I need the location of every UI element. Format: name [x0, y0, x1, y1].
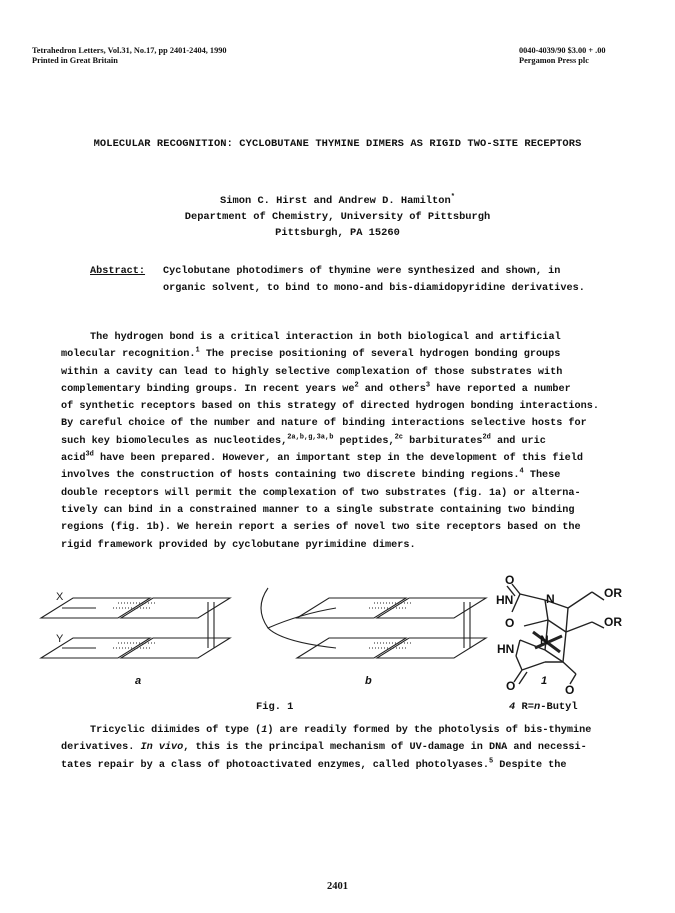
text-line: By careful choice of the number and nature of binding interactions selective hosts for	[61, 418, 587, 430]
label-x: X	[56, 591, 64, 603]
compound-number: 4	[509, 701, 516, 713]
label-y: Y	[56, 633, 64, 645]
text-line: double receptors will permit the complexation of two substrates (fig. 1a) or alterna-	[61, 487, 581, 499]
chem-or-top: OR	[604, 586, 622, 600]
figure-label-1: 1	[541, 675, 548, 687]
publisher-line: Pergamon Press plc	[519, 56, 589, 65]
journal-citation	[32, 46, 227, 66]
department: Department of Chemistry, University of Pittsburgh	[184, 211, 491, 223]
chem-o-mid: O	[505, 616, 515, 630]
page-number: 2401	[327, 881, 348, 892]
chem-o-right: O	[565, 683, 575, 697]
text-line: molecular recognition.$^1$ The precise positioning of several hydrogen bonding groups	[61, 346, 561, 361]
abstract-line-2: organic solvent, to bind to mono-and bis-diamidopyridine derivatives.	[163, 282, 585, 294]
chem-hn-top: HN	[496, 593, 514, 607]
compound-definition: 4 R=n-Butyl	[509, 701, 578, 713]
city: Pittsburgh, PA 15260	[275, 227, 400, 239]
text-line: within a cavity can lead to highly selective complexation of those substrates with	[61, 366, 563, 378]
printed-line: Printed in Great Britain	[32, 56, 118, 65]
publisher-info	[519, 46, 606, 66]
author-block	[0, 193, 675, 241]
author-names: Simon C. Hirst and Andrew D. Hamilton*	[220, 193, 455, 207]
paragraph-intro	[61, 329, 599, 554]
chem-o-top: O	[505, 573, 515, 587]
text-line: tively can bind in a constrained manner to a single substrate containing two binding	[61, 504, 575, 516]
chem-n-bottom: N	[540, 633, 549, 647]
paragraph-dimers	[61, 722, 591, 774]
text-line: rigid framework provided by cyclobutane pyrimidine dimers.	[61, 539, 416, 551]
text-line: complementary binding groups. In recent years $we^2$ and others$^3$ have reported a number	[61, 381, 571, 395]
corresponding-star: *	[450, 193, 455, 202]
text-line: tates repair by a class of photoactivated enzymes, called photolyases.$^5$ Despite the	[61, 757, 567, 771]
code-line: 0040-4039/90 $3.00 + .00	[519, 46, 606, 55]
chem-or-bottom: OR	[604, 615, 622, 629]
abstract-label: Abstract:	[90, 266, 146, 277]
chem-n-top: N	[546, 592, 555, 606]
abstract-line-1: Cyclobutane photodimers of thymine were synthesized and shown, in	[163, 266, 561, 277]
text-line: acid$^{3d}$ have been prepared. However, an important step in the development of this field	[61, 450, 583, 465]
figure-caption: Fig. 1	[256, 701, 294, 713]
paper-title: MOLECULAR RECOGNITION: CYCLOBUTANE THYMINE DIMERS AS RIGID TWO-SITE RECEPTORS	[93, 138, 582, 150]
figure-label-b: b	[365, 675, 372, 687]
figure-label-a: a	[135, 675, 142, 687]
chem-hn-bottom: HN	[497, 642, 515, 656]
text-line: derivatives. In vivo, this is the principal mechanism of UV-damage in DNA and necessi-	[61, 742, 587, 754]
thymine-dimer-structure	[507, 584, 604, 684]
text-line: involves the construction of hosts containing two discrete binding regions.$^4$ These	[61, 467, 561, 482]
journal-line: Tetrahedron Letters, Vol.31, No.17, pp 2401-2404, 1990	[32, 46, 227, 55]
text-line: such key biomolecules as nucleotides,$^{2a,b,g,3a,b}$ peptides,$^{2c}$ barbiturates$^{2d}$ and uric	[61, 433, 546, 447]
text-line: of synthetic receptors based on this strategy of directed hydrogen bonding interactions.	[61, 401, 599, 413]
chem-o-bottom: O	[506, 679, 516, 693]
abstract-text	[163, 264, 585, 297]
text-line: regions (fig. 1b). We herein report a series of novel two site receptors based on the	[61, 522, 581, 534]
text-line: The hydrogen bond is a critical interaction in both biological and artificial	[90, 332, 561, 343]
receptor-schematic-a	[41, 598, 230, 658]
text-line: Tricyclic diimides of type (1) are readily formed by the photolysis of bis-thymine	[90, 725, 592, 736]
receptor-schematic-b	[261, 588, 486, 658]
